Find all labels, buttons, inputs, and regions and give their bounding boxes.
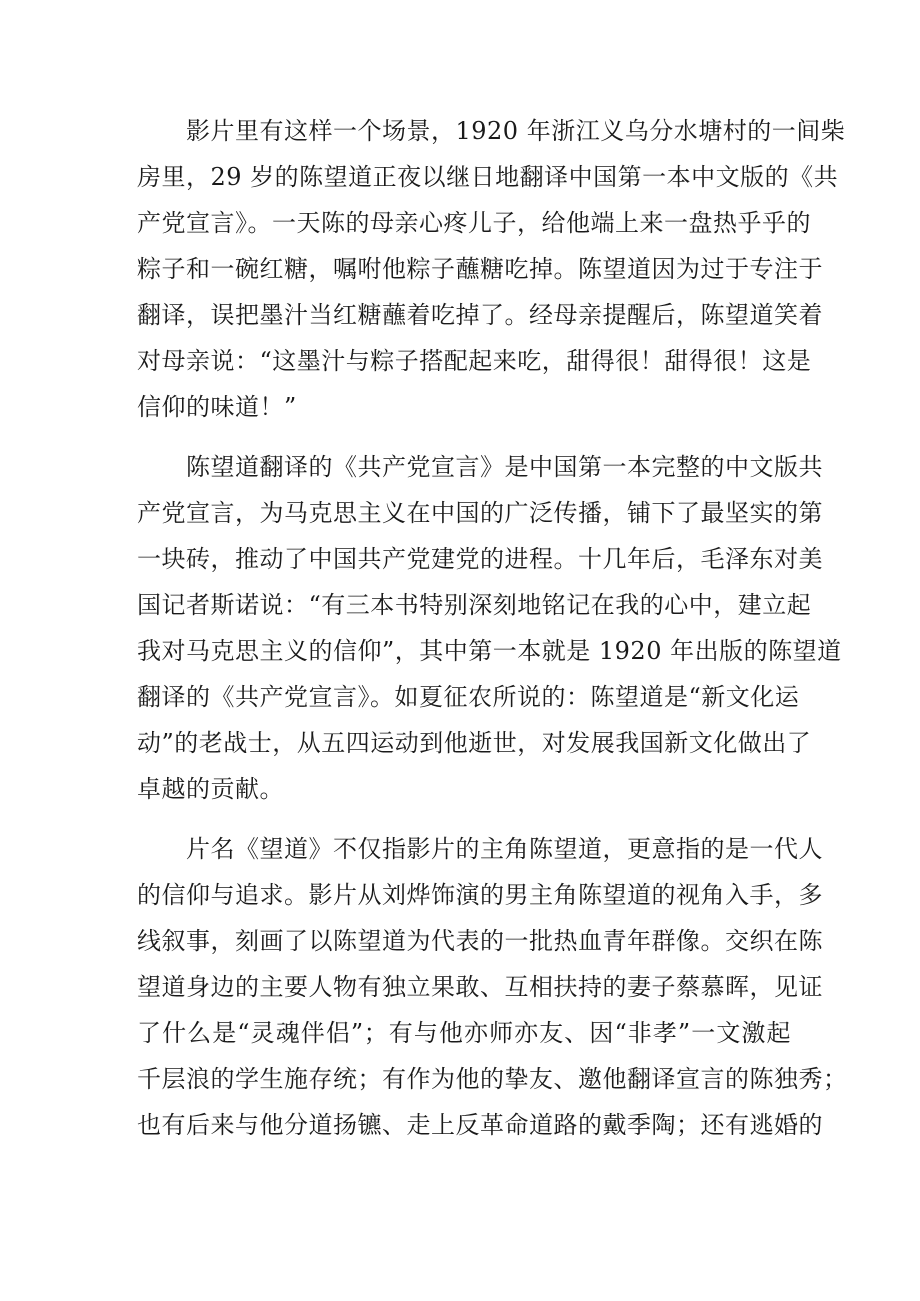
paragraph-1-line-1: 影片里有这样一个场景，1920 年浙江义乌分水塘村的一间柴 xyxy=(186,117,846,145)
paragraph-3-line-2: 的信仰与追求。影片从刘烨饰演的男主角陈望道的视角入手，多 xyxy=(137,881,823,909)
paragraph-3-line-3: 线叙事，刻画了以陈望道为代表的一批热血青年群像。交织在陈 xyxy=(137,927,823,955)
paragraph-1-line-6: 对母亲说：“这墨汁与粽子搭配起来吃，甜得很！甜得很！这是 xyxy=(137,347,812,375)
paragraph-1-line-2: 房里，29 岁的陈望道正夜以继日地翻译中国第一本中文版的《共 xyxy=(137,163,839,191)
paragraph-1-line-3: 产党宣言》。一天陈的母亲心疼儿子，给他端上来一盘热乎乎的 xyxy=(137,209,811,237)
paragraph-3-line-1: 片名《望道》不仅指影片的主角陈望道，更意指的是一代人 xyxy=(186,835,823,863)
paragraph-1-line-4: 粽子和一碗红糖，嘱咐他粽子蘸糖吃掉。陈望道因为过于专注于 xyxy=(137,255,823,283)
paragraph-3-line-5: 了什么是“灵魂伴侣”；有与他亦师亦友、因“非孝”一文激起 xyxy=(137,1019,791,1047)
paragraph-2-line-6: 翻译的《共产党宣言》。如夏征农所说的：陈望道是“新文化运 xyxy=(137,683,800,711)
paragraph-2-line-4: 国记者斯诺说：“有三本书特别深刻地铭记在我的心中，建立起 xyxy=(137,591,812,619)
paragraph-2-line-3: 一块砖，推动了中国共产党建党的进程。十几年后，毛泽东对美 xyxy=(137,545,823,573)
paragraph-2-line-1: 陈望道翻译的《共产党宣言》是中国第一本完整的中文版共 xyxy=(186,453,823,481)
paragraph-3-line-4: 望道身边的主要人物有独立果敢、互相扶持的妻子蔡慕晖，见证 xyxy=(137,973,823,1001)
paragraph-3-line-7: 也有后来与他分道扬镳、走上反革命道路的戴季陶；还有逃婚的 xyxy=(137,1111,823,1139)
paragraph-2-line-8: 卓越的贡献。 xyxy=(137,775,284,803)
paragraph-2-line-5: 我对马克思主义的信仰”，其中第一本就是 1920 年出版的陈望道 xyxy=(137,637,842,665)
paragraph-1-line-5: 翻译，误把墨汁当红糖蘸着吃掉了。经母亲提醒后，陈望道笑着 xyxy=(137,301,823,329)
paragraph-2-line-7: 动”的老战士，从五四运动到他逝世，对发展我国新文化做出了 xyxy=(137,729,812,757)
paragraph-1-line-7: 信仰的味道！” xyxy=(137,393,297,421)
paragraph-3-line-6: 千层浪的学生施存统；有作为他的挚友、邀他翻译宣言的陈独秀； xyxy=(137,1065,848,1093)
paragraph-2-line-2: 产党宣言，为马克思主义在中国的广泛传播，铺下了最坚实的第 xyxy=(137,499,823,527)
